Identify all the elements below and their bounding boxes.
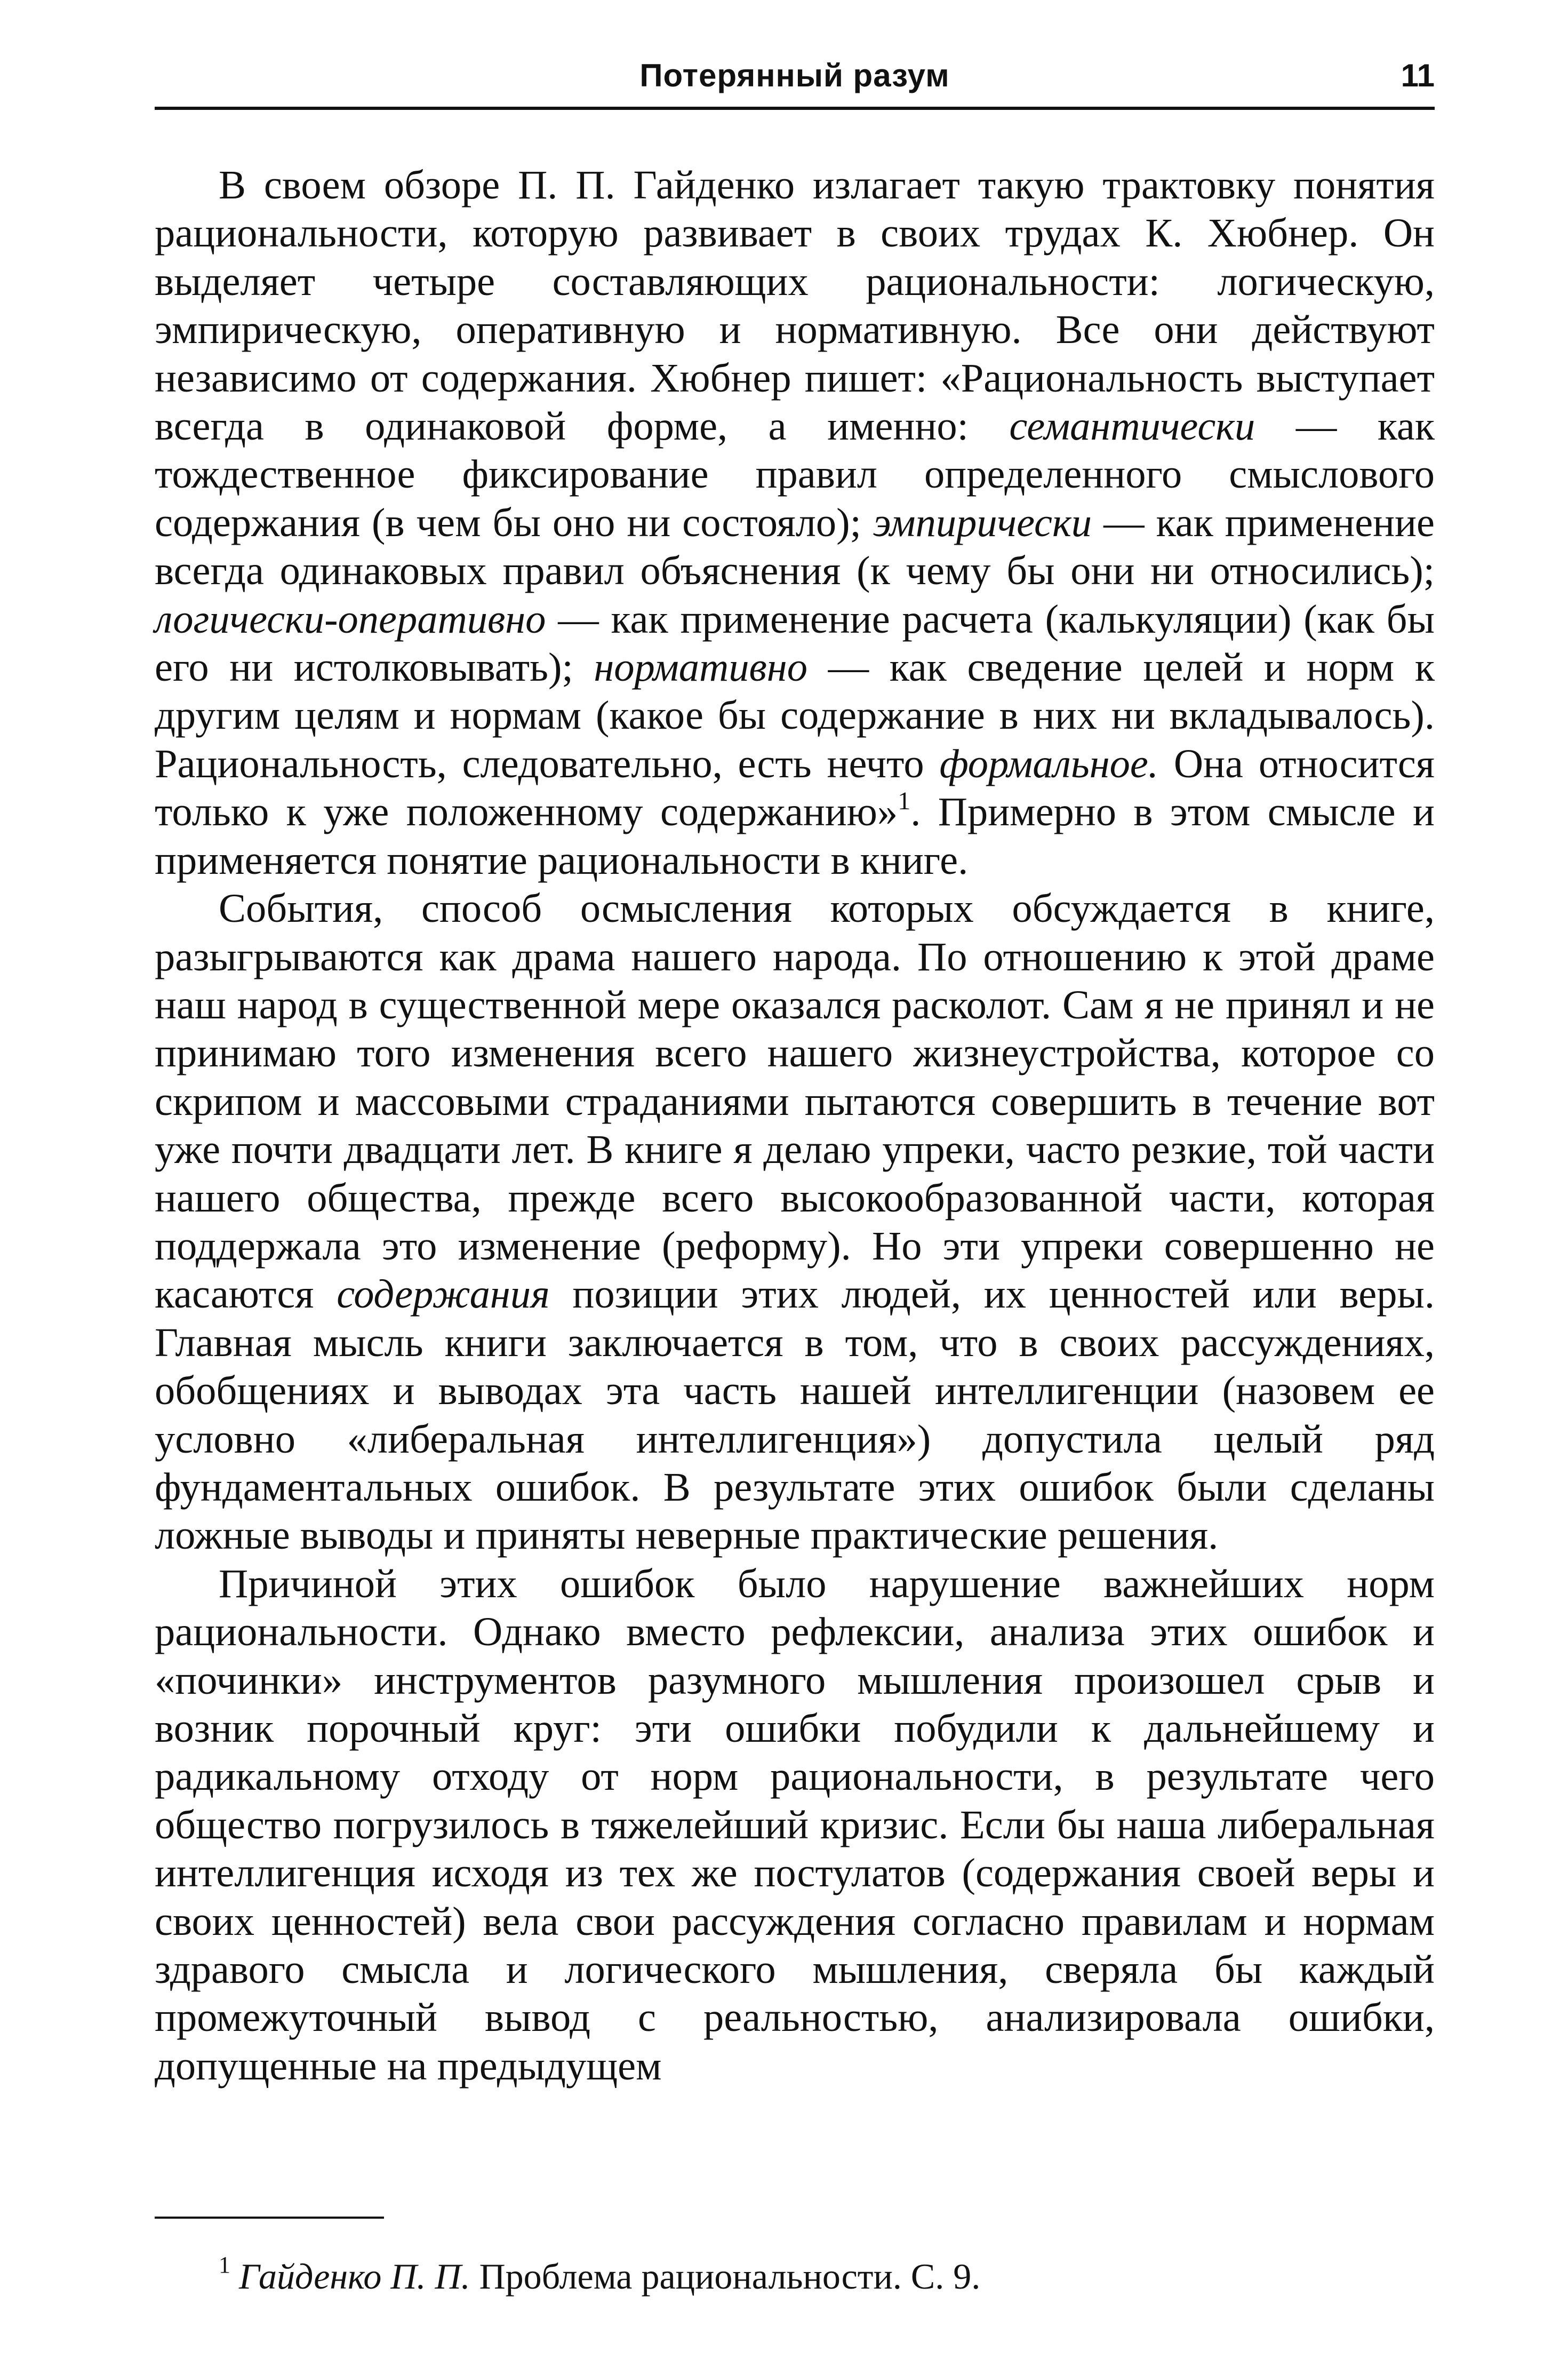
text-run: — как тождественное фиксирование правил определенного смыслового содержания (в чем бы оно ни состояло); (155, 403, 1435, 545)
footnote (219, 2252, 1435, 2300)
emphasis-text: нормативно (594, 644, 807, 690)
page-number: 11 (1401, 58, 1435, 93)
running-title: Потерянный разум (639, 58, 950, 93)
text-run: позиции этих людей, их ценностей или веры. Главная мысль книги заключается в том, что в своих рассуждениях, обобщениях и выводах эта часть нашей интеллигенции (назовем ее условно «либеральная интеллигенция») допустила целый ряд фундаментальных ошибок. В результате этих ошибок были сделаны ложные выводы и приняты неверные практические решения. (155, 1271, 1435, 1558)
text-run: Она относится только к уже положенному содержанию» (155, 740, 1435, 835)
text-run: . Примерно в этом смысле и применяется понятие рациональности в книге. (155, 789, 1435, 883)
footnote-divider (155, 2217, 384, 2219)
text-run: В своем обзоре П. П. Гайденко излагает такую трактовку понятия рациональности, которую развивает в своих трудах К. Хюбнер. Он выделяет четыре составляющих рациональности: логическую, эмпирическую, оперативную и нормативную. Все они действуют независимо от содержания. Хюбнер пишет: «Рациональность выступает всегда в одинаковой форме, а именно: (155, 162, 1435, 449)
emphasis-text: содержания (337, 1271, 550, 1317)
text-run: — как применение всегда одинаковых правил объяснения (к чему бы они ни относились); (155, 499, 1435, 594)
text-run: — как сведение целей и норм к другим целям и нормам (какое бы содержание в них ни вкладывалось). Рациональность, следовательно, есть нечто (155, 644, 1435, 786)
emphasis-text: логически-оперативно (155, 596, 546, 642)
body-text (155, 161, 1435, 2090)
text-run: События, способ осмысления которых обсуждается в книге, разыгрываются как драма нашего народа. По отношению к этой драме наш народ в существенной мере оказался расколот. Сам я не принял и не принимаю того изменения всего нашего жизнеустройства, которое со скрипом и массовыми страданиями пытаются совершить в течение вот уже почти двадцати лет. В книге я делаю упреки, часто резкие, той части нашего общества, прежде всего высокообразованной части, которая поддержала это изменение (реформу). Но эти упреки совершенно не касаются (155, 886, 1435, 1317)
emphasis-text: семантически (1009, 403, 1255, 449)
paragraph (155, 1560, 1435, 2090)
text-run: — как применение расчета (калькуляции) (как бы его ни истолковывать); (155, 596, 1435, 690)
footnote-text: Проблема рациональности. С. 9. (470, 2256, 981, 2297)
footnote-mark: 1 (219, 2252, 230, 2278)
footnote-reference: 1 (898, 787, 911, 816)
footnote-author: Гайденко П. П. (239, 2256, 470, 2297)
emphasis-text: формальное. (939, 740, 1158, 786)
running-head (155, 51, 1435, 110)
paragraph (155, 161, 1435, 884)
emphasis-text: эмпирически (873, 499, 1092, 545)
paragraph (155, 884, 1435, 1560)
text-run: Причиной этих ошибок было нарушение важнейших норм рациональности. Однако вместо рефлексии, анализа этих ошибок и «починки» инструментов разумного мышления произошел срыв и возник порочный круг: эти ошибки побудили к дальнейшему и радикальному отходу от норм рациональности, в результате чего общество погрузилось в тяжелейший кризис. Если бы наша либеральная интеллигенция исходя из тех же постулатов (содержания своей веры и своих ценностей) вела свои рассуждения согласно правилам и нормам здравого смысла и логического мышления, сверяла бы каждый промежуточный вывод с реальностью, анализировала ошибки, допущенные на предыдущем (155, 1560, 1435, 2089)
